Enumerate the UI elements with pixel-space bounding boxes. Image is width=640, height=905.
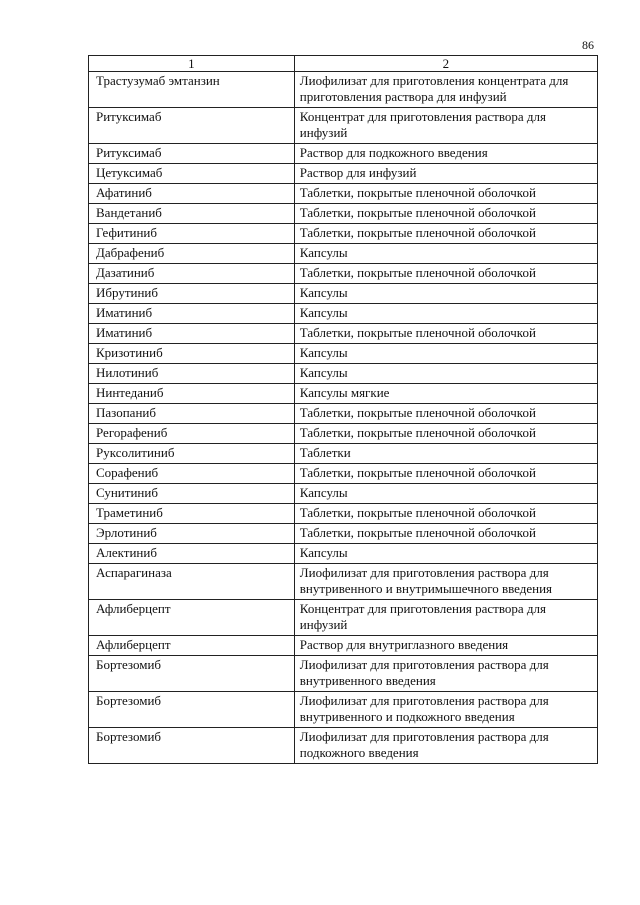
drug-name-cell: Бортезомиб: [89, 728, 295, 764]
dosage-form-cell: Лиофилизат для приготовления концентрата для приготовления раствора для инфузий: [294, 72, 597, 108]
table-row: [89, 444, 598, 464]
dosage-form-cell: Капсулы: [294, 244, 597, 264]
table-row: [89, 464, 598, 484]
drug-name-cell: Нилотиниб: [89, 364, 295, 384]
drug-table: [88, 55, 598, 764]
drug-name-cell: Гефитиниб: [89, 224, 295, 244]
drug-name-cell: Ритуксимаб: [89, 144, 295, 164]
dosage-form-cell: Таблетки, покрытые пленочной оболочкой: [294, 404, 597, 424]
drug-name-cell: Аспарагиназа: [89, 564, 295, 600]
drug-name-cell: Дазатиниб: [89, 264, 295, 284]
dosage-form-cell: Таблетки, покрытые пленочной оболочкой: [294, 184, 597, 204]
dosage-form-cell: Капсулы: [294, 364, 597, 384]
table-row: [89, 728, 598, 764]
table-row: [89, 204, 598, 224]
table-row: [89, 164, 598, 184]
dosage-form-cell: Лиофилизат для приготовления раствора для внутривенного введения: [294, 656, 597, 692]
page-number: 86: [582, 38, 594, 52]
dosage-form-cell: Таблетки, покрытые пленочной оболочкой: [294, 424, 597, 444]
table-row: [89, 324, 598, 344]
table-row: [89, 108, 598, 144]
table-row: [89, 692, 598, 728]
dosage-form-cell: Капсулы: [294, 304, 597, 324]
table-row: [89, 600, 598, 636]
drug-name-cell: Пазопаниб: [89, 404, 295, 424]
drug-name-cell: Иматиниб: [89, 304, 295, 324]
dosage-form-cell: Раствор для подкожного введения: [294, 144, 597, 164]
table-row: [89, 656, 598, 692]
drug-name-cell: Цетуксимаб: [89, 164, 295, 184]
drug-name-cell: Эрлотиниб: [89, 524, 295, 544]
table-row: [89, 384, 598, 404]
table-row: [89, 636, 598, 656]
dosage-form-cell: Капсулы мягкие: [294, 384, 597, 404]
dosage-form-cell: Концентрат для приготовления раствора для инфузий: [294, 600, 597, 636]
table-row: [89, 304, 598, 324]
dosage-form-cell: Лиофилизат для приготовления раствора для внутривенного и подкожного введения: [294, 692, 597, 728]
table-row: [89, 344, 598, 364]
table-row: [89, 524, 598, 544]
table-row: [89, 184, 598, 204]
table-row: [89, 144, 598, 164]
dosage-form-cell: Раствор для внутриглазного введения: [294, 636, 597, 656]
dosage-form-cell: Капсулы: [294, 484, 597, 504]
dosage-form-cell: Таблетки, покрытые пленочной оболочкой: [294, 464, 597, 484]
drug-table-container: [88, 55, 598, 764]
table-row: [89, 544, 598, 564]
dosage-form-cell: Капсулы: [294, 344, 597, 364]
table-row: [89, 264, 598, 284]
drug-name-cell: Бортезомиб: [89, 692, 295, 728]
dosage-form-cell: Капсулы: [294, 284, 597, 304]
table-row: [89, 224, 598, 244]
table-row: [89, 284, 598, 304]
drug-name-cell: Траметиниб: [89, 504, 295, 524]
dosage-form-cell: Таблетки: [294, 444, 597, 464]
table-row: [89, 424, 598, 444]
drug-name-cell: Алектиниб: [89, 544, 295, 564]
drug-name-cell: Трастузумаб эмтанзин: [89, 72, 295, 108]
dosage-form-cell: Капсулы: [294, 544, 597, 564]
dosage-form-cell: Таблетки, покрытые пленочной оболочкой: [294, 204, 597, 224]
dosage-form-cell: Раствор для инфузий: [294, 164, 597, 184]
drug-name-cell: Кризотиниб: [89, 344, 295, 364]
table-row: [89, 564, 598, 600]
drug-name-cell: Афатиниб: [89, 184, 295, 204]
table-header-row: [89, 56, 598, 72]
drug-name-cell: Вандетаниб: [89, 204, 295, 224]
drug-name-cell: Афлиберцепт: [89, 600, 295, 636]
drug-name-cell: Нинтеданиб: [89, 384, 295, 404]
drug-name-cell: Сорафениб: [89, 464, 295, 484]
dosage-form-cell: Таблетки, покрытые пленочной оболочкой: [294, 524, 597, 544]
drug-name-cell: Иматиниб: [89, 324, 295, 344]
table-row: [89, 504, 598, 524]
drug-name-cell: Бортезомиб: [89, 656, 295, 692]
table-row: [89, 364, 598, 384]
dosage-form-cell: Таблетки, покрытые пленочной оболочкой: [294, 224, 597, 244]
header-cell-col2: 2: [294, 56, 597, 72]
drug-name-cell: Дабрафениб: [89, 244, 295, 264]
drug-name-cell: Афлиберцепт: [89, 636, 295, 656]
dosage-form-cell: Концентрат для приготовления раствора для инфузий: [294, 108, 597, 144]
dosage-form-cell: Таблетки, покрытые пленочной оболочкой: [294, 504, 597, 524]
table-row: [89, 72, 598, 108]
table-row: [89, 404, 598, 424]
dosage-form-cell: Лиофилизат для приготовления раствора для подкожного введения: [294, 728, 597, 764]
drug-table-body: [89, 56, 598, 764]
drug-name-cell: Регорафениб: [89, 424, 295, 444]
table-row: [89, 244, 598, 264]
table-row: [89, 484, 598, 504]
dosage-form-cell: Таблетки, покрытые пленочной оболочкой: [294, 264, 597, 284]
dosage-form-cell: Таблетки, покрытые пленочной оболочкой: [294, 324, 597, 344]
drug-name-cell: Ритуксимаб: [89, 108, 295, 144]
drug-name-cell: Ибрутиниб: [89, 284, 295, 304]
drug-name-cell: Руксолитиниб: [89, 444, 295, 464]
dosage-form-cell: Лиофилизат для приготовления раствора для внутривенного и внутримышечного введения: [294, 564, 597, 600]
header-cell-col1: 1: [89, 56, 295, 72]
drug-name-cell: Сунитиниб: [89, 484, 295, 504]
